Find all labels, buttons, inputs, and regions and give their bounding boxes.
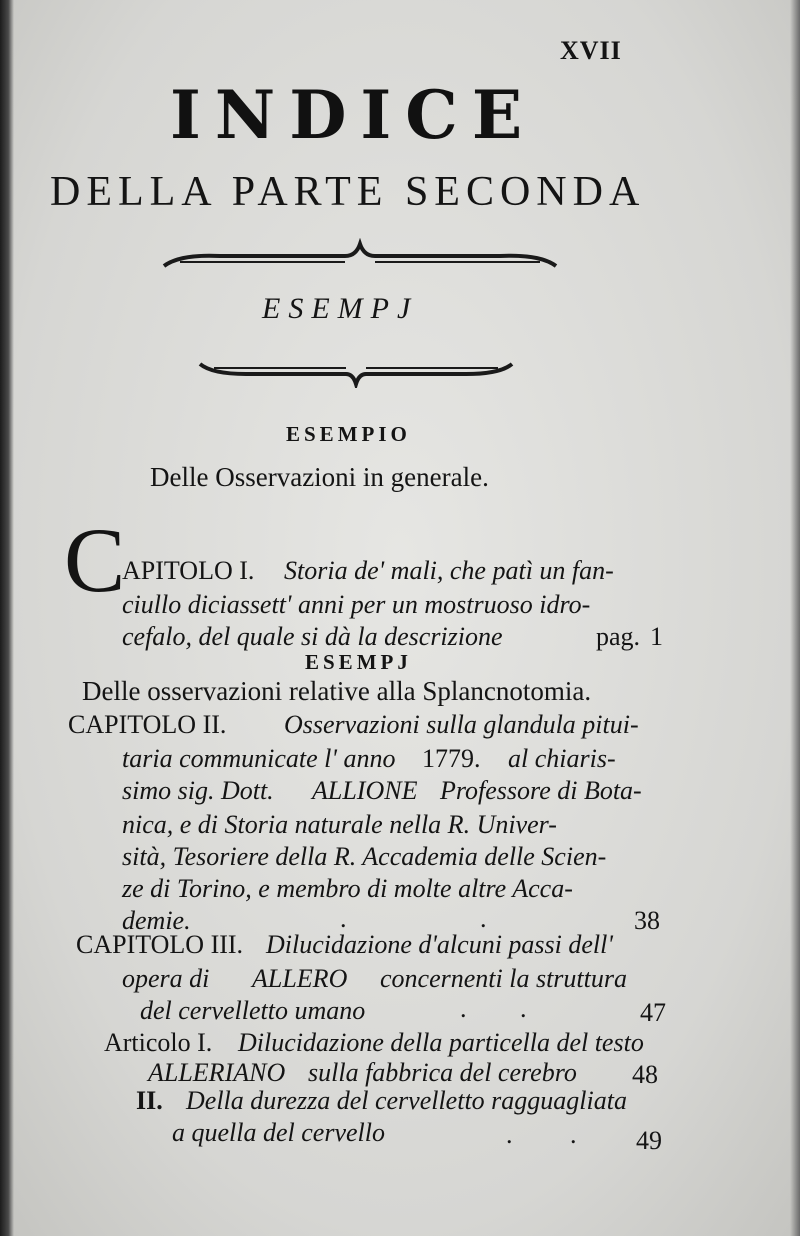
entry-line: al chiaris- [508, 744, 616, 773]
example-subheading: Delle osservazioni relative alla Splancnotomia. [82, 676, 592, 706]
entry-name: ALLERIANO [148, 1058, 286, 1087]
chapter-label: CAPITOLO III. [76, 930, 244, 959]
page-edge-shadow-left [0, 0, 14, 1236]
entry-line: concernenti la struttura [380, 964, 627, 993]
entry-line: opera di [122, 964, 210, 993]
page-reference: 1 [650, 622, 663, 651]
entry-line: sulla fabbrica del cerebro [308, 1058, 577, 1087]
leader-dot: . [570, 1120, 577, 1149]
entry-line: Dilucidazione d'alcuni passi dell' [266, 930, 613, 959]
example-subheading: Delle Osservazioni in generale. [150, 462, 489, 492]
page-number: XVII [560, 36, 622, 65]
entry-line: del cervelletto umano [140, 996, 366, 1025]
example-heading: ESEMPJ [305, 650, 412, 674]
chapter-label: APITOLO I. [122, 556, 255, 585]
leader-dot: . [520, 994, 527, 1023]
entry-line: taria communicate l' anno [122, 744, 396, 773]
page-edge-shadow-right [790, 0, 800, 1236]
example-heading: ESEMPIO [286, 422, 411, 446]
leader-dot: . [506, 1120, 513, 1149]
page-reference: 47 [640, 998, 666, 1027]
page-title: INDICE [170, 76, 537, 154]
ornament-rule-top [160, 238, 560, 272]
page-reference: 48 [632, 1060, 658, 1089]
drop-cap-letter: C [64, 509, 126, 611]
chapter-label: CAPITOLO II. [68, 710, 227, 739]
entry-year: 1779. [422, 744, 481, 773]
entry-line: sità, Tesoriere della R. Accademia delle Scien- [122, 842, 607, 871]
entry-line: cefalo, del quale si dà la descrizione [122, 622, 503, 651]
page-reference: 38 [634, 906, 660, 935]
leader-dot: . [460, 994, 467, 1023]
entry-line: ze di Torino, e membro di molte altre Acca- [122, 874, 573, 903]
page-label: pag. [596, 622, 641, 651]
entry-line: simo sig. Dott. [122, 776, 274, 805]
entry-line: Professore di Bota- [440, 776, 642, 805]
page-reference: 49 [636, 1126, 662, 1155]
leader-dot: . [340, 904, 347, 933]
entry-line: nica, e di Storia naturale nella R. Univer- [122, 810, 557, 839]
entry-line: a quella del cervello [172, 1118, 385, 1147]
page-subtitle: DELLA PARTE SECONDA [50, 169, 646, 215]
entry-line: Dilucidazione della particella del testo [238, 1028, 644, 1057]
entry-line: Della durezza del cervelletto ragguagliata [186, 1086, 627, 1115]
entry-line: ciullo diciassett' anni per un mostruoso idro- [122, 590, 591, 619]
entry-name: ALLIONE [312, 776, 418, 805]
article-label: II. [136, 1086, 163, 1115]
entry-line: demie. [122, 906, 191, 935]
leader-dot: . [480, 904, 487, 933]
entry-line: Storia de' mali, che patì un fan- [284, 556, 614, 585]
entry-name: ALLERO [252, 964, 348, 993]
ornament-rule-bottom [196, 358, 516, 388]
article-label: Articolo I. [104, 1028, 213, 1057]
entry-line: Osservazioni sulla glandula pitui- [284, 710, 639, 739]
section-heading: ESEMPJ [262, 292, 419, 325]
